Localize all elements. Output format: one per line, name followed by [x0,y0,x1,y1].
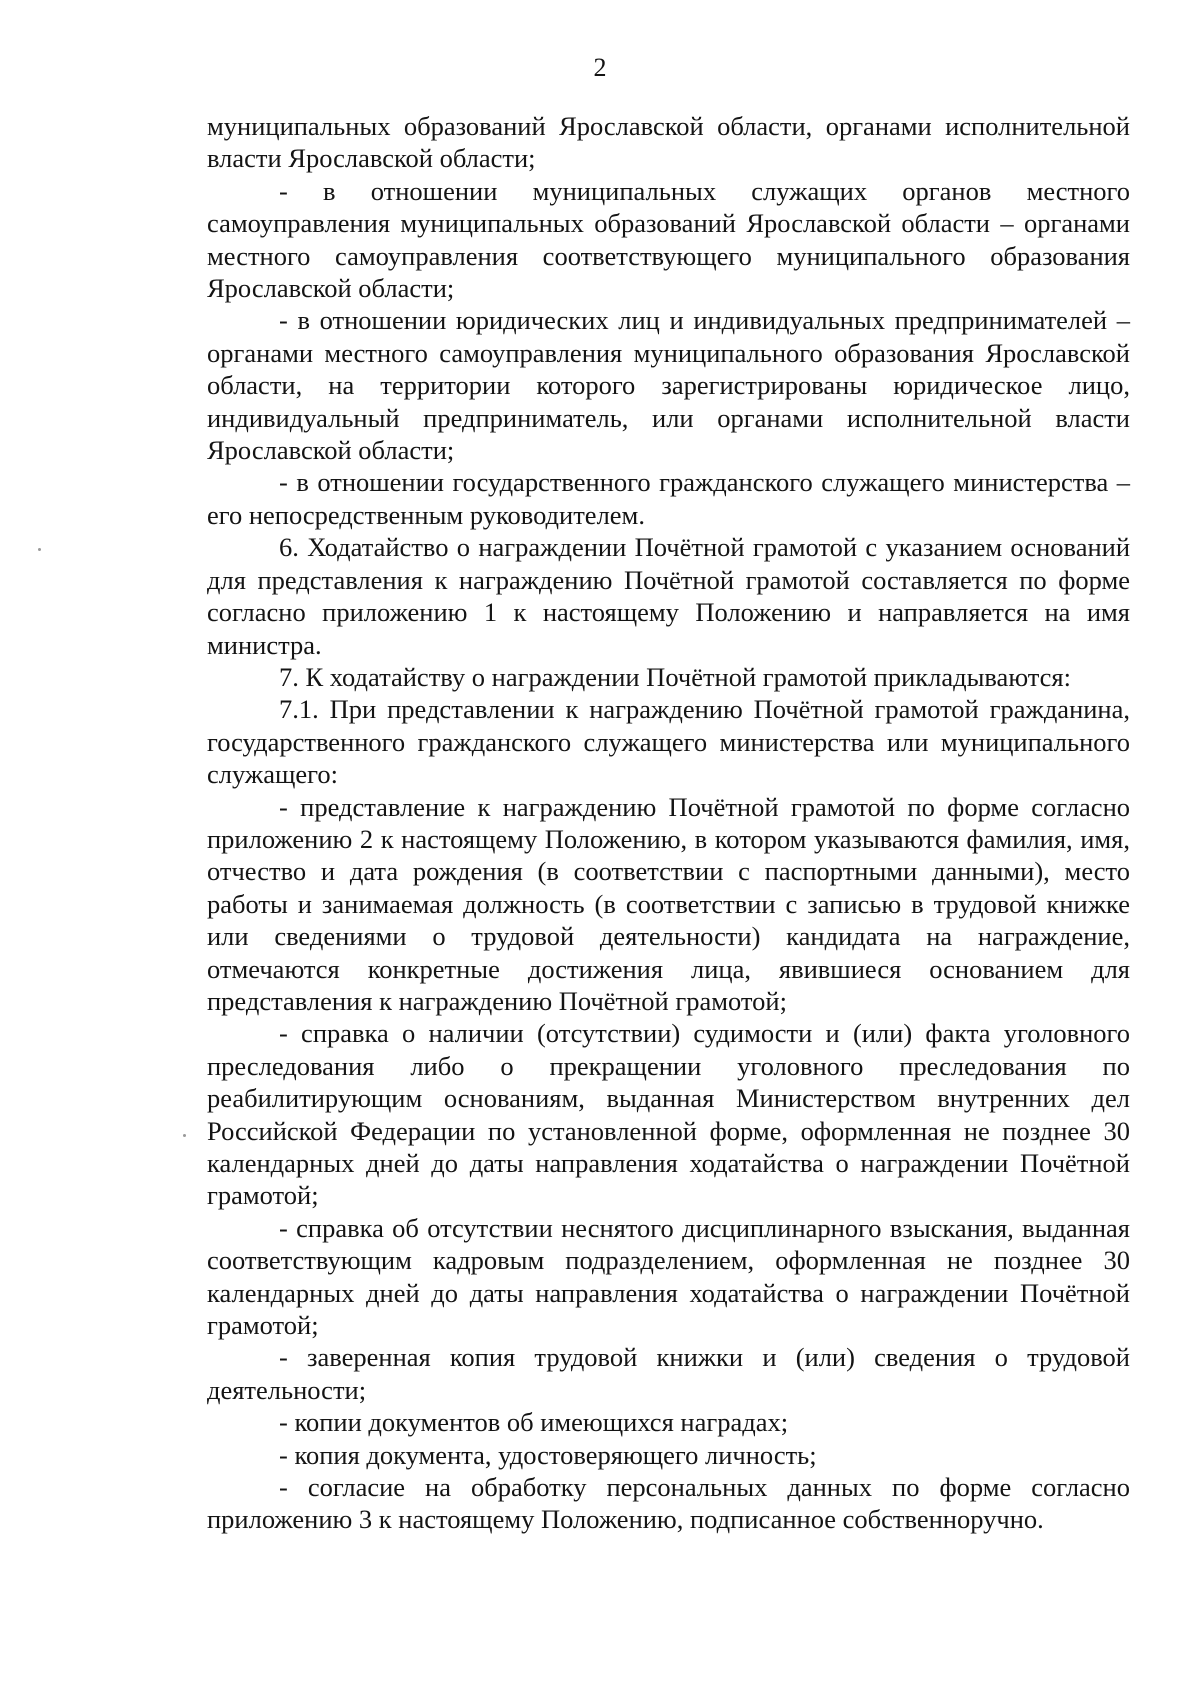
list-item-criminal-record-certificate: - справка о наличии (отсутствии) судимости и (или) факта уголовного преследования либо о прекращении уголовного преследования по реабилитирующим основаниям, выданная Министерством внутренних дел Российской Федерации по установленной форме, оформленная не позднее 30 календарных дней до даты направления ходатайства о награждении Почётной грамотой; [207,1018,1130,1211]
page-number: 2 [593,53,607,82]
list-item-employment-record-copy: - заверенная копия трудовой книжки и (или) сведения о трудовой деятельности; [207,1342,1130,1405]
document-body [207,110,1130,1536]
paragraph-continuation: муниципальных образований Ярославской области, органами исполнительной власти Ярославской области; [207,111,1130,174]
list-item-identity-document: - копия документа, удостоверяющего личность; [279,1439,817,1470]
scan-speck [183,1134,186,1137]
list-item-personal-data-consent: - согласие на обработку персональных данных по форме согласно приложению 3 к настоящему Положению, подписанное собственноручно. [207,1472,1130,1535]
paragraph-legal-entities: - в отношении юридических лиц и индивидуальных предпринимателей – органами местного самоуправления муниципального образования Ярославской области, на территории которого зарегистрированы юридическое лицо, индивидуальный предприниматель, или органами исполнительной власти Ярославской области; [207,305,1130,466]
scan-speck [38,548,41,551]
list-item-submission: - представление к награждению Почётной грамотой по форме согласно приложению 2 к настоящему Положению, в котором указываются фамилия, имя, отчество и дата рождения (в соответствии с паспортными данными), место работы и занимаемая должность (в соответствии с записью в трудовой книжке или сведениями о трудовой деятельности) кандидата на награждение, отмечаются конкретные достижения лица, явившиеся основанием для представления к награждению Почётной грамотой; [207,791,1130,1016]
list-item-awards-copies: - копии документов об имеющихся наградах; [279,1407,789,1438]
paragraph-item-6: 6. Ходатайство о награждении Почётной грамотой с указанием оснований для представления к награждению Почётной грамотой составляется по форме согласно приложению 1 к настоящему Положению и направляется на имя министра. [207,532,1130,660]
paragraph-item-7: 7. К ходатайству о награждении Почётной грамотой прикладываются: [279,661,1071,692]
paragraph-civil-servant: - в отношении государственного гражданского служащего министерства – его непосредственным руководителем. [207,467,1130,530]
paragraph-item-7-1: 7.1. При представлении к награждению Почётной грамотой гражданина, государственного гражданского служащего министерства или муниципального служащего: [207,694,1130,790]
list-item-disciplinary-certificate: - справка об отсутствии неснятого дисциплинарного взыскания, выданная соответствующим кадровым подразделением, оформленная не позднее 30 календарных дней до даты направления ходатайства о награждении Почётной грамотой; [207,1212,1130,1341]
paragraph-municipal-servants: - в отношении муниципальных служащих органов местного самоуправления муниципальных образований Ярославской области – органами местного самоуправления соответствующего муниципального образования Ярославской области; [207,175,1130,304]
